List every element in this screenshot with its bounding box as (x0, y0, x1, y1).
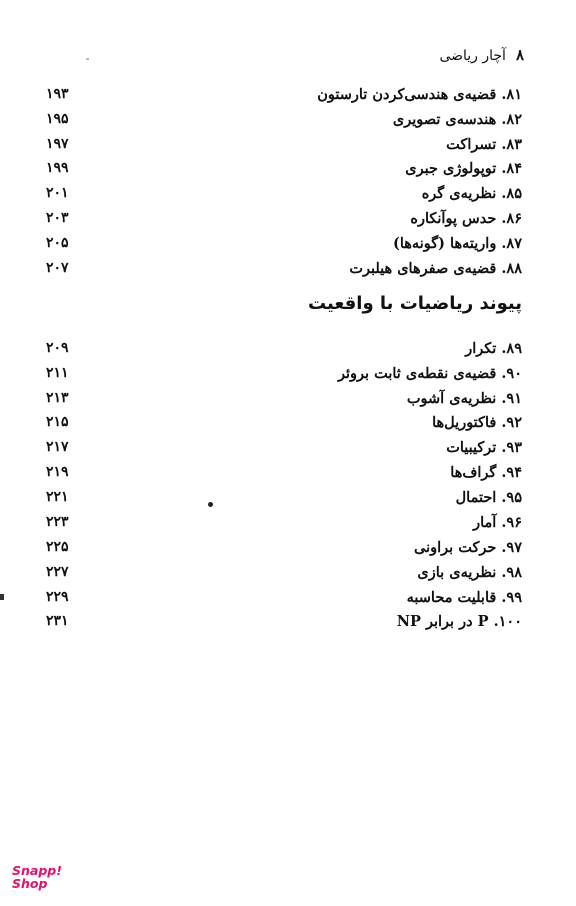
toc-row (46, 485, 522, 509)
toc-page: ۲۰۷ (46, 260, 69, 276)
toc-page: ۲۲۹ (46, 589, 69, 605)
toc-page: ۲۲۵ (46, 539, 69, 555)
toc-title: ۸۵. نظریه‌ی گره (421, 184, 522, 202)
toc-title: ۹۰. قضیه‌ی نقطه‌ی ثابت بروئر (337, 364, 522, 382)
toc-page: ۲۲۱ (46, 489, 69, 505)
toc-row (46, 609, 522, 633)
toc-page: ۲۲۳ (46, 514, 69, 530)
toc-title: ۸۸. قضیه‌ی صفرهای هیلبرت (349, 259, 522, 277)
toc-page: ۱۹۵ (46, 111, 69, 127)
toc-page: ۲۱۳ (46, 390, 69, 406)
ink-dot (208, 502, 213, 507)
toc-title: ۹۳. ترکیبیات (446, 438, 522, 456)
toc-row (46, 206, 522, 230)
book-title: آچار ریاضی (439, 48, 506, 64)
page-number: ۸ (515, 46, 524, 64)
running-header (439, 46, 524, 64)
logo-line-2: Shop (12, 876, 48, 891)
logo-line-1: Snapp! (12, 863, 62, 878)
toc-row (46, 585, 522, 609)
toc-page: ۲۱۵ (46, 414, 69, 430)
toc-title: ۸۱. قضیه‌ی هندسی‌کردن تارستون (317, 85, 522, 103)
toc-title: ۹۴. گراف‌ها (450, 463, 522, 481)
toc-title: ۹۱. نظریه‌ی آشوب (406, 389, 522, 407)
edge-mark (0, 594, 4, 600)
toc-page: ۲۰۳ (46, 210, 69, 226)
toc-page: ۲۱۱ (46, 365, 69, 381)
toc-title: ۹۶. آمار (473, 513, 522, 531)
toc-title: ۹۵. احتمال (455, 488, 522, 506)
toc-title: ۸۷. واریته‌ها (گونه‌ها) (393, 234, 522, 252)
toc-title: ۸۹. تکرار (465, 339, 522, 357)
toc-row (46, 535, 522, 559)
toc-row (46, 435, 522, 459)
toc-row (46, 82, 522, 106)
toc-title: ۸۳. تسراکت (446, 135, 522, 153)
toc-row (46, 231, 522, 255)
toc-row (46, 560, 522, 584)
toc-title: ۱۰۰. P در برابر NP (396, 612, 522, 630)
toc-page: ۲۳۱ (46, 613, 69, 629)
scan-speck (86, 58, 89, 60)
toc-row (46, 256, 522, 280)
toc-page: ۱۹۳ (46, 86, 69, 102)
toc-page: ۱۹۹ (46, 160, 69, 176)
toc-title: ۹۸. نظریه‌ی بازی (417, 563, 522, 581)
toc-row (46, 181, 522, 205)
toc-title: ۹۹. قابلیت محاسبه (406, 588, 522, 606)
toc-row (46, 386, 522, 410)
toc-page: ۲۲۷ (46, 564, 69, 580)
toc-page: ۲۰۹ (46, 340, 69, 356)
toc-row (46, 460, 522, 484)
toc-title: ۸۲. هندسه‌ی تصویری (392, 110, 522, 128)
toc-page: ۲۰۱ (46, 185, 69, 201)
toc-row (46, 336, 522, 360)
toc-title: ۹۷. حرکت براونی (413, 538, 522, 556)
toc-title: ۸۶. حدس پوآنکاره (410, 209, 522, 227)
section-heading: پیوند ریاضیات با واقعیت (307, 293, 522, 314)
toc-title: ۹۲. فاکتوریل‌ها (432, 413, 522, 431)
toc-row (46, 156, 522, 180)
toc-row (46, 510, 522, 534)
toc-page: ۲۱۷ (46, 439, 69, 455)
snapp-shop-logo (12, 864, 62, 890)
toc-page: ۱۹۷ (46, 136, 69, 152)
toc-page: ۲۱۹ (46, 464, 69, 480)
toc-title: ۸۴. توپولوژی جبری (405, 159, 522, 177)
toc-row (46, 410, 522, 434)
toc-row (46, 361, 522, 385)
toc-page: ۲۰۵ (46, 235, 69, 251)
toc-row (46, 132, 522, 156)
toc-row (46, 107, 522, 131)
